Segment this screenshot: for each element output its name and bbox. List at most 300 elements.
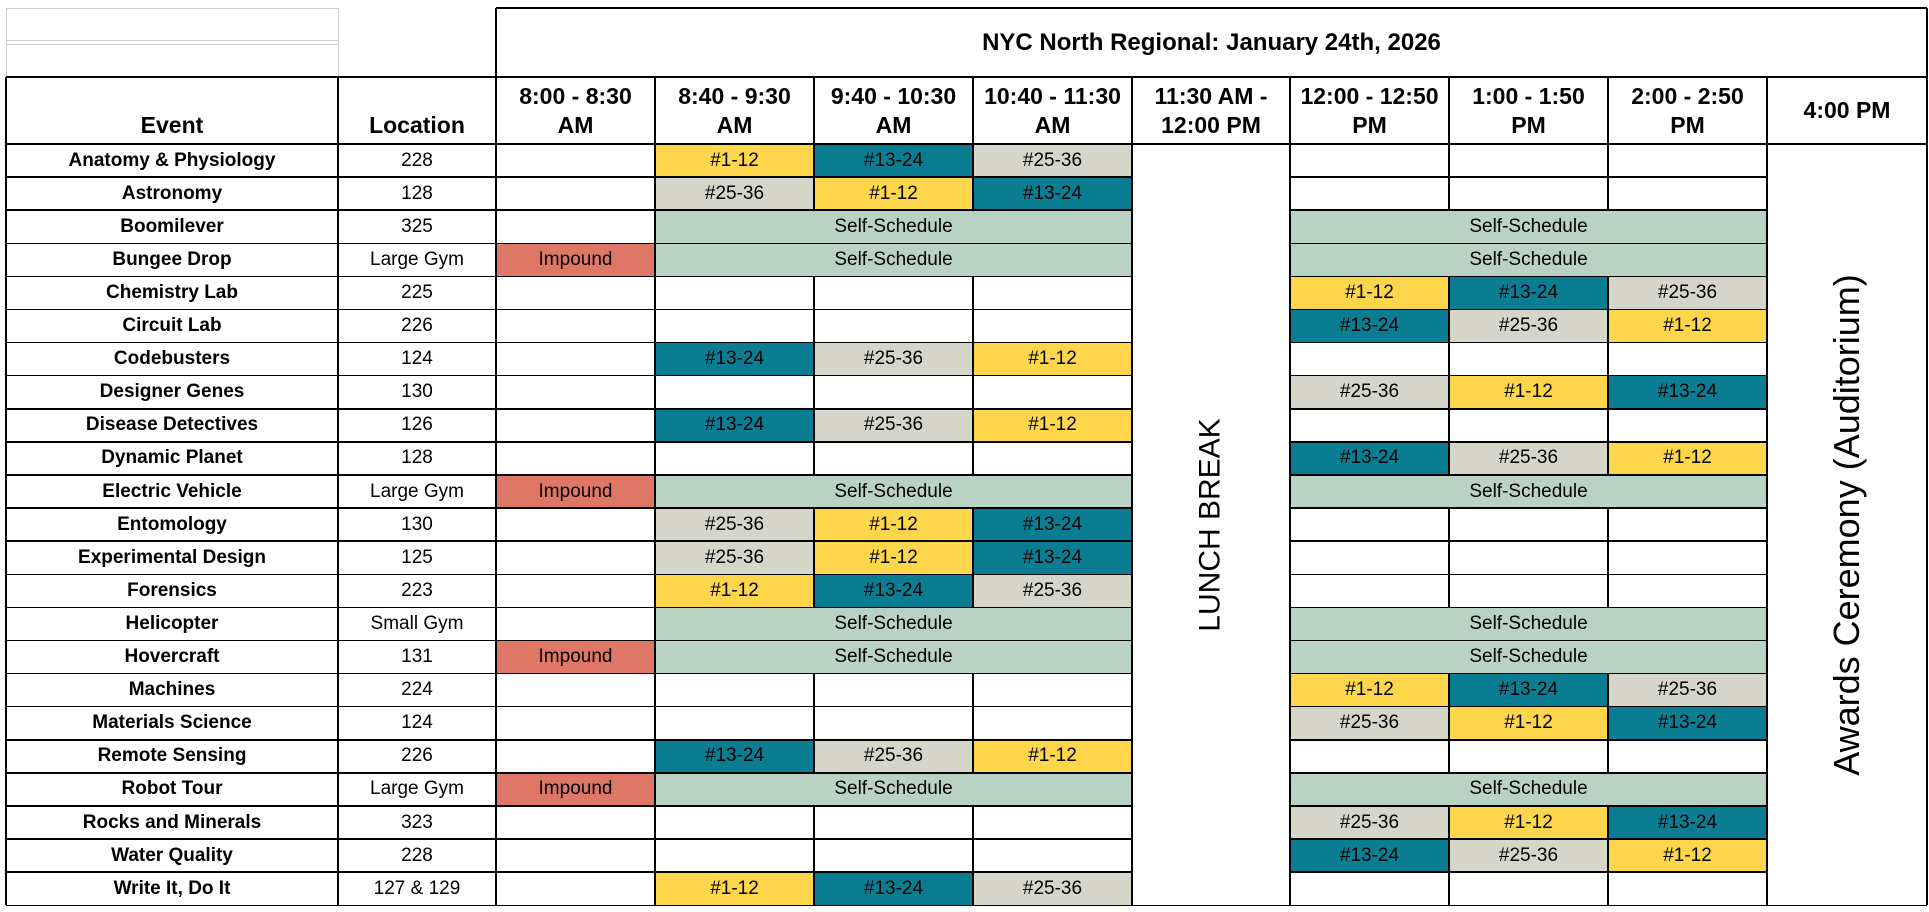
column-separator xyxy=(1448,77,1450,144)
sheet-gridline xyxy=(6,44,338,45)
empty-slot xyxy=(1449,409,1608,442)
group-13-24-slot: #13-24 xyxy=(973,541,1132,574)
empty-slot xyxy=(1290,574,1449,607)
empty-slot xyxy=(1608,177,1767,210)
group-25-36-slot: #25-36 xyxy=(1290,376,1449,409)
empty-slot xyxy=(1449,541,1608,574)
empty-slot xyxy=(496,872,655,905)
grid-bottom xyxy=(6,905,1927,907)
row-separator xyxy=(1290,838,1767,840)
column-separator xyxy=(1448,740,1450,773)
row-separator xyxy=(6,838,1132,840)
column-separator xyxy=(813,144,815,177)
event-name: Hovercraft xyxy=(124,646,220,668)
empty-slot xyxy=(973,376,1132,409)
column-separator xyxy=(1448,343,1450,376)
event-name: Forensics xyxy=(127,579,217,601)
empty-slot xyxy=(1290,343,1449,376)
event-location: 228 xyxy=(401,149,433,171)
title-border-top xyxy=(496,7,1927,9)
awards-ceremony-label-text: Awards Ceremony (Auditorium) xyxy=(1826,273,1868,776)
impound-slot: Impound xyxy=(496,475,655,508)
group-1-12-slot: #1-12 xyxy=(973,343,1132,376)
empty-slot xyxy=(655,376,814,409)
event-name: Chemistry Lab xyxy=(106,281,238,303)
group-25-36-slot: #25-36 xyxy=(973,872,1132,905)
column-separator xyxy=(813,574,815,607)
event-location: 223 xyxy=(401,579,433,601)
column-separator xyxy=(813,343,815,376)
row-separator xyxy=(6,772,1132,774)
header-slot: 4:00 PM xyxy=(1803,97,1891,123)
column-separator xyxy=(813,508,815,541)
title-border-left xyxy=(495,8,497,77)
lunch-break-label-text: LUNCH BREAK xyxy=(1194,417,1228,632)
group-13-24-slot: #13-24 xyxy=(814,144,973,177)
empty-slot xyxy=(814,276,973,309)
event-location: 323 xyxy=(401,811,433,833)
empty-slot xyxy=(1449,740,1608,773)
group-25-36-slot: #25-36 xyxy=(973,144,1132,177)
empty-slot xyxy=(496,674,655,707)
column-separator xyxy=(972,574,974,607)
column-separator xyxy=(1607,541,1609,574)
sheet-gridline xyxy=(6,8,7,77)
column-separator xyxy=(1607,574,1609,607)
column-separator xyxy=(337,77,339,905)
row-separator xyxy=(6,507,1132,509)
column-separator xyxy=(654,607,656,640)
empty-slot xyxy=(973,674,1132,707)
sheet-gridline xyxy=(6,40,338,41)
column-separator xyxy=(813,839,815,872)
empty-slot xyxy=(496,541,655,574)
group-1-12-slot: #1-12 xyxy=(655,144,814,177)
empty-slot xyxy=(814,442,973,475)
empty-slot xyxy=(814,674,973,707)
self-schedule-slot: Self-Schedule xyxy=(655,210,1132,243)
event-location: 125 xyxy=(401,546,433,568)
row-separator xyxy=(1290,507,1767,509)
column-separator xyxy=(1607,442,1609,475)
empty-slot xyxy=(1608,144,1767,177)
group-1-12-slot: #1-12 xyxy=(1449,707,1608,740)
column-separator xyxy=(1448,442,1450,475)
column-separator xyxy=(972,872,974,905)
group-1-12-slot: #1-12 xyxy=(973,740,1132,773)
row-separator xyxy=(1290,607,1767,609)
empty-slot xyxy=(1290,177,1449,210)
column-separator xyxy=(1926,77,1928,905)
event-location: 325 xyxy=(401,215,433,237)
column-separator xyxy=(813,442,815,475)
row-separator xyxy=(1290,574,1767,576)
column-separator xyxy=(813,409,815,442)
column-separator xyxy=(1131,77,1133,905)
empty-slot xyxy=(1608,508,1767,541)
empty-slot xyxy=(1608,343,1767,376)
empty-slot xyxy=(496,276,655,309)
column-separator xyxy=(972,740,974,773)
group-25-36-slot: #25-36 xyxy=(814,740,973,773)
column-separator xyxy=(654,442,656,475)
empty-slot xyxy=(496,740,655,773)
row-separator xyxy=(6,209,1132,211)
empty-slot xyxy=(655,310,814,343)
column-separator xyxy=(972,177,974,210)
header-slot: 11:30 AM - 12:00 PM xyxy=(1154,82,1268,138)
header-slot: 8:00 - 8:30 AM xyxy=(519,82,632,138)
column-separator xyxy=(972,376,974,409)
column-separator xyxy=(972,409,974,442)
row-separator xyxy=(1290,871,1767,873)
group-25-36-slot: #25-36 xyxy=(1449,442,1608,475)
column-separator xyxy=(1607,310,1609,343)
column-separator xyxy=(972,839,974,872)
row-separator xyxy=(6,474,1132,476)
column-separator xyxy=(813,310,815,343)
impound-slot: Impound xyxy=(496,641,655,674)
column-separator xyxy=(654,343,656,376)
column-separator xyxy=(654,243,656,276)
empty-slot xyxy=(1290,541,1449,574)
group-1-12-slot: #1-12 xyxy=(1290,674,1449,707)
row-separator xyxy=(1290,209,1767,211)
group-1-12-slot: #1-12 xyxy=(1608,442,1767,475)
column-separator xyxy=(654,674,656,707)
column-separator xyxy=(1607,343,1609,376)
empty-slot xyxy=(1290,872,1449,905)
empty-slot xyxy=(496,210,655,243)
header-event: Event xyxy=(140,112,204,138)
column-separator xyxy=(1607,376,1609,409)
column-separator xyxy=(972,541,974,574)
column-separator xyxy=(654,177,656,210)
event-name: Water Quality xyxy=(111,844,233,866)
event-location: 128 xyxy=(401,447,433,469)
column-separator xyxy=(1607,77,1609,144)
column-separator xyxy=(654,210,656,243)
row-separator xyxy=(1290,243,1767,245)
empty-slot xyxy=(1449,343,1608,376)
empty-slot xyxy=(814,310,973,343)
column-separator xyxy=(1448,707,1450,740)
column-separator xyxy=(972,442,974,475)
column-separator xyxy=(813,806,815,839)
column-separator xyxy=(972,508,974,541)
group-1-12-slot: #1-12 xyxy=(814,508,973,541)
event-name: Materials Science xyxy=(92,712,252,734)
group-13-24-slot: #13-24 xyxy=(1290,839,1449,872)
group-25-36-slot: #25-36 xyxy=(655,177,814,210)
column-separator xyxy=(1607,707,1609,740)
row-separator xyxy=(1290,375,1767,377)
column-separator xyxy=(654,541,656,574)
row-separator xyxy=(6,375,1132,377)
empty-slot xyxy=(973,276,1132,309)
empty-slot xyxy=(496,310,655,343)
self-schedule-slot: Self-Schedule xyxy=(1290,641,1767,674)
row-separator xyxy=(1290,805,1767,807)
header-border-top xyxy=(6,76,1927,78)
group-13-24-slot: #13-24 xyxy=(1449,674,1608,707)
group-25-36-slot: #25-36 xyxy=(1449,839,1608,872)
column-separator xyxy=(813,707,815,740)
event-name: Electric Vehicle xyxy=(102,480,242,502)
group-25-36-slot: #25-36 xyxy=(973,574,1132,607)
group-1-12-slot: #1-12 xyxy=(1608,310,1767,343)
event-location: Large Gym xyxy=(370,778,464,800)
column-separator xyxy=(654,77,656,144)
row-separator xyxy=(1290,640,1767,642)
empty-slot xyxy=(1608,409,1767,442)
row-separator xyxy=(6,574,1132,576)
row-separator xyxy=(1290,408,1767,410)
header-slot: 10:40 - 11:30 AM xyxy=(984,82,1121,138)
column-separator xyxy=(1607,276,1609,309)
column-separator xyxy=(654,276,656,309)
empty-slot xyxy=(1608,541,1767,574)
empty-slot xyxy=(1290,144,1449,177)
column-separator xyxy=(1448,574,1450,607)
group-25-36-slot: #25-36 xyxy=(655,541,814,574)
group-13-24-slot: #13-24 xyxy=(655,343,814,376)
empty-slot xyxy=(1608,740,1767,773)
empty-slot xyxy=(1449,574,1608,607)
event-location: 124 xyxy=(401,348,433,370)
row-separator xyxy=(6,607,1132,609)
group-1-12-slot: #1-12 xyxy=(655,574,814,607)
column-separator xyxy=(1448,839,1450,872)
group-1-12-slot: #1-12 xyxy=(814,541,973,574)
column-separator xyxy=(1448,872,1450,905)
event-name: Remote Sensing xyxy=(97,745,247,767)
row-separator xyxy=(6,706,1132,708)
row-separator xyxy=(1290,540,1767,542)
empty-slot xyxy=(496,144,655,177)
self-schedule-slot: Self-Schedule xyxy=(1290,607,1767,640)
event-name: Entomology xyxy=(117,513,227,535)
event-name: Write It, Do It xyxy=(113,877,231,899)
header-border-bottom xyxy=(6,143,1927,145)
event-name: Machines xyxy=(128,679,216,701)
group-1-12-slot: #1-12 xyxy=(1449,376,1608,409)
event-location: 224 xyxy=(401,679,433,701)
event-location: 226 xyxy=(401,315,433,337)
sheet-gridline xyxy=(6,8,338,9)
column-separator xyxy=(1607,144,1609,177)
group-25-36-slot: #25-36 xyxy=(1608,674,1767,707)
column-separator xyxy=(972,144,974,177)
column-separator xyxy=(813,541,815,574)
group-25-36-slot: #25-36 xyxy=(1449,310,1608,343)
column-separator xyxy=(654,872,656,905)
header-slot: 9:40 - 10:30 AM xyxy=(830,82,957,138)
empty-slot xyxy=(973,310,1132,343)
group-13-24-slot: #13-24 xyxy=(814,872,973,905)
column-separator xyxy=(1607,839,1609,872)
event-name: Helicopter xyxy=(125,612,219,634)
column-separator xyxy=(813,674,815,707)
row-separator xyxy=(6,805,1132,807)
column-separator xyxy=(972,674,974,707)
page-title: NYC North Regional: January 24th, 2026 xyxy=(982,28,1441,56)
empty-slot xyxy=(655,442,814,475)
empty-slot xyxy=(496,806,655,839)
column-separator xyxy=(1448,806,1450,839)
event-location: 131 xyxy=(401,646,433,668)
empty-slot xyxy=(814,376,973,409)
empty-slot xyxy=(655,276,814,309)
empty-slot xyxy=(973,839,1132,872)
group-1-12-slot: #1-12 xyxy=(1290,276,1449,309)
event-location: 226 xyxy=(401,745,433,767)
row-separator xyxy=(6,309,1132,311)
event-name: Rocks and Minerals xyxy=(82,811,262,833)
row-separator xyxy=(6,342,1132,344)
title-border-right xyxy=(1926,8,1928,77)
self-schedule-slot: Self-Schedule xyxy=(655,475,1132,508)
event-location: 225 xyxy=(401,281,433,303)
group-25-36-slot: #25-36 xyxy=(1290,806,1449,839)
column-separator xyxy=(654,508,656,541)
column-separator xyxy=(1607,409,1609,442)
column-separator xyxy=(654,773,656,806)
event-name: Circuit Lab xyxy=(122,315,222,337)
row-separator xyxy=(1290,706,1767,708)
empty-slot xyxy=(496,607,655,640)
event-location: Large Gym xyxy=(370,248,464,270)
column-separator xyxy=(972,77,974,144)
column-separator xyxy=(1448,508,1450,541)
empty-slot xyxy=(1449,508,1608,541)
empty-slot xyxy=(496,839,655,872)
row-separator xyxy=(6,243,1132,245)
empty-slot xyxy=(496,177,655,210)
empty-slot xyxy=(496,409,655,442)
column-separator xyxy=(654,707,656,740)
empty-slot xyxy=(655,806,814,839)
empty-slot xyxy=(496,442,655,475)
column-separator xyxy=(813,77,815,144)
group-13-24-slot: #13-24 xyxy=(1449,276,1608,309)
self-schedule-slot: Self-Schedule xyxy=(1290,210,1767,243)
row-separator xyxy=(6,276,1132,278)
column-separator xyxy=(1448,177,1450,210)
header-location: Location xyxy=(369,112,465,138)
event-name: Dynamic Planet xyxy=(101,447,243,469)
column-separator xyxy=(1607,508,1609,541)
column-separator xyxy=(654,376,656,409)
event-name: Experimental Design xyxy=(78,546,266,568)
event-name: Designer Genes xyxy=(99,381,245,403)
empty-slot xyxy=(973,806,1132,839)
column-separator xyxy=(5,77,7,905)
empty-slot xyxy=(496,376,655,409)
row-separator xyxy=(6,408,1132,410)
lunch-break-label xyxy=(1132,144,1290,905)
event-name: Anatomy & Physiology xyxy=(68,149,276,171)
group-25-36-slot: #25-36 xyxy=(1608,276,1767,309)
row-separator xyxy=(6,673,1132,675)
row-separator xyxy=(1290,309,1767,311)
group-25-36-slot: #25-36 xyxy=(814,343,973,376)
event-location: 228 xyxy=(401,844,433,866)
column-separator xyxy=(654,144,656,177)
row-separator xyxy=(1290,739,1767,741)
event-name: Disease Detectives xyxy=(85,414,259,436)
self-schedule-slot: Self-Schedule xyxy=(655,243,1132,276)
event-name: Codebusters xyxy=(113,348,231,370)
column-separator xyxy=(972,276,974,309)
self-schedule-slot: Self-Schedule xyxy=(655,773,1132,806)
group-13-24-slot: #13-24 xyxy=(1290,310,1449,343)
column-separator xyxy=(495,77,497,905)
group-13-24-slot: #13-24 xyxy=(1290,442,1449,475)
column-separator xyxy=(654,641,656,674)
header-slot: 8:40 - 9:30 AM xyxy=(678,82,791,138)
column-separator xyxy=(1607,806,1609,839)
awards-ceremony-label xyxy=(1767,144,1927,905)
empty-slot xyxy=(1449,177,1608,210)
group-13-24-slot: #13-24 xyxy=(814,574,973,607)
column-separator xyxy=(654,475,656,508)
event-name: Astronomy xyxy=(121,182,223,204)
impound-slot: Impound xyxy=(496,243,655,276)
column-separator xyxy=(654,574,656,607)
row-separator xyxy=(1290,276,1767,278)
column-separator xyxy=(1607,872,1609,905)
column-separator xyxy=(1766,77,1768,905)
column-separator xyxy=(1448,376,1450,409)
empty-slot xyxy=(496,343,655,376)
empty-slot xyxy=(1290,740,1449,773)
column-separator xyxy=(654,409,656,442)
row-separator xyxy=(6,176,1132,178)
group-13-24-slot: #13-24 xyxy=(655,409,814,442)
row-separator xyxy=(1290,342,1767,344)
impound-slot: Impound xyxy=(496,773,655,806)
column-separator xyxy=(1607,740,1609,773)
empty-slot xyxy=(814,839,973,872)
empty-slot xyxy=(655,839,814,872)
row-separator xyxy=(6,871,1132,873)
column-separator xyxy=(813,872,815,905)
empty-slot xyxy=(1290,508,1449,541)
group-13-24-slot: #13-24 xyxy=(655,740,814,773)
column-separator xyxy=(813,740,815,773)
column-separator xyxy=(1448,144,1450,177)
event-location: Large Gym xyxy=(370,480,464,502)
empty-slot xyxy=(496,574,655,607)
empty-slot xyxy=(814,806,973,839)
event-location: 127 & 129 xyxy=(373,877,461,899)
group-25-36-slot: #25-36 xyxy=(655,508,814,541)
header-slot: 1:00 - 1:50 PM xyxy=(1472,82,1585,138)
event-location: 126 xyxy=(401,414,433,436)
empty-slot xyxy=(496,508,655,541)
empty-slot xyxy=(1290,409,1449,442)
empty-slot xyxy=(655,674,814,707)
column-separator xyxy=(1448,310,1450,343)
empty-slot xyxy=(655,707,814,740)
group-1-12-slot: #1-12 xyxy=(1449,806,1608,839)
empty-slot xyxy=(973,707,1132,740)
group-1-12-slot: #1-12 xyxy=(814,177,973,210)
column-separator xyxy=(654,310,656,343)
column-separator xyxy=(813,376,815,409)
event-location: 128 xyxy=(401,182,433,204)
